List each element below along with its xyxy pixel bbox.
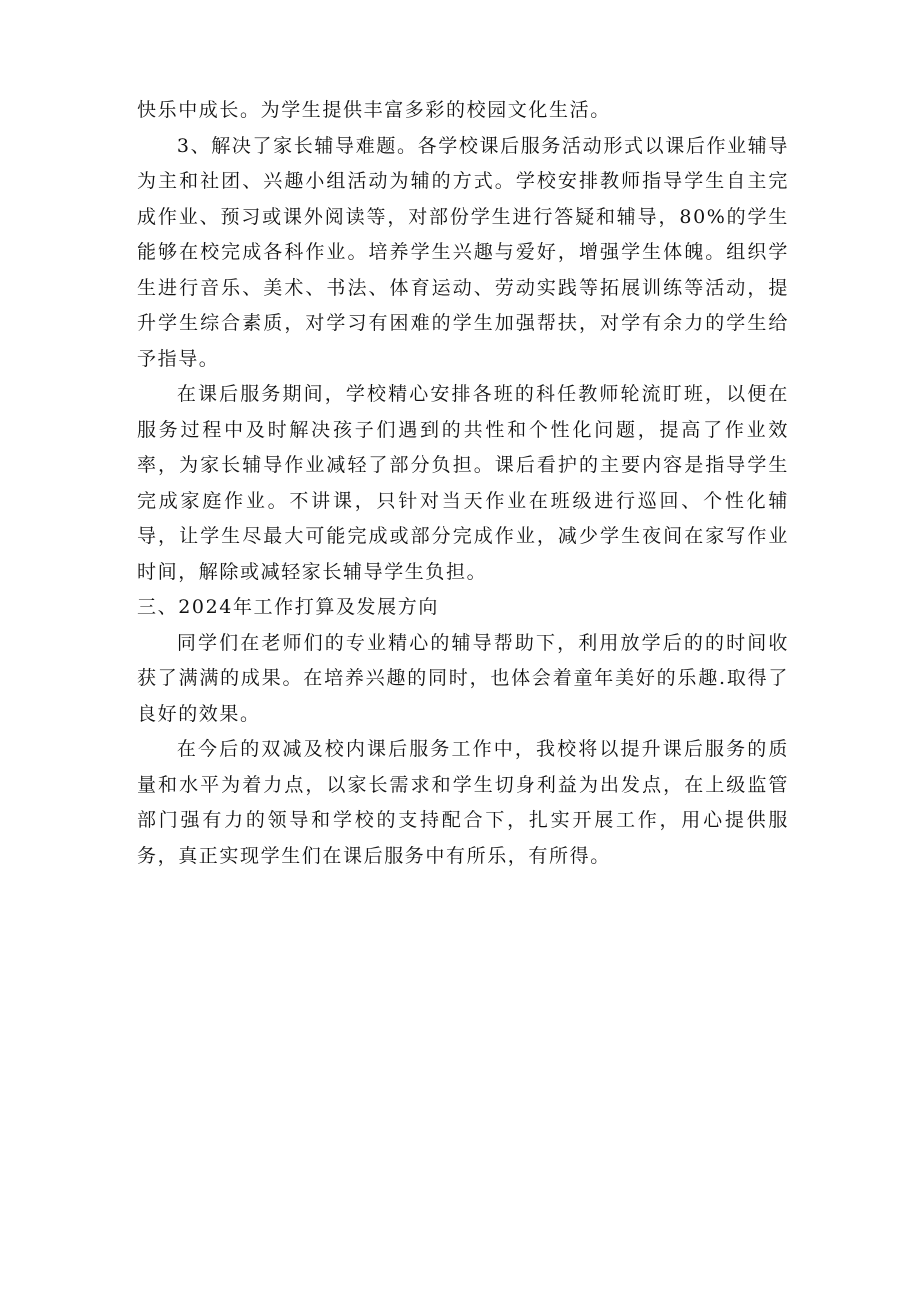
section-heading-2024-plan: 三、2024年工作打算及发展方向 xyxy=(137,596,439,618)
paragraph-continuation: 快乐中成长。为学生提供丰富多彩的校园文化生活。 xyxy=(137,99,611,121)
paragraph-future-work: 在今后的双减及校内课后服务工作中，我校将以提升课后服务的质量和水平为着力点，以家长需求和学生切身利益为出发点，在上级监管部门强有力的领导和学校的支持配合下，扎实开展工作，用心提供服务，真正实现学生们在课后服务中有所乐，有所得。 xyxy=(137,738,789,867)
paragraph-achievements: 同学们在老师们的专业精心的辅导帮助下，利用放学后的的时间收获了满满的成果。在培养兴趣的同时，也体会着童年美好的乐趣.取得了良好的效果。 xyxy=(137,631,789,725)
paragraph-point-3: 3、解决了家长辅导难题。各学校课后服务活动形式以课后作业辅导为主和社团、兴趣小组活动为辅的方式。学校安排教师指导学生自主完成作业、预习或课外阅读等，对部份学生进行答疑和辅导，80%的学生能够在校完成各科作业。培养学生兴趣与爱好，增强学生体魄。组织学生进行音乐、美术、书法、体育运动、劳动实践等拓展训练等活动，提升学生综合素质，对学习有困难的学生加强帮扶，对学有余力的学生给予指导。 xyxy=(137,134,789,370)
document-body xyxy=(137,93,789,874)
paragraph-after-school-service: 在课后服务期间，学校精心安排各班的科任教师轮流盯班，以便在服务过程中及时解决孩子们遇到的共性和个性化问题，提高了作业效率，为家长辅导作业减轻了部分负担。课后看护的主要内容是指导学生完成家庭作业。不讲课，只针对当天作业在班级进行巡回、个性化辅导，让学生尽最大可能完成或部分完成作业，减少学生夜间在家写作业时间，解除或减轻家长辅导学生负担。 xyxy=(137,383,789,583)
